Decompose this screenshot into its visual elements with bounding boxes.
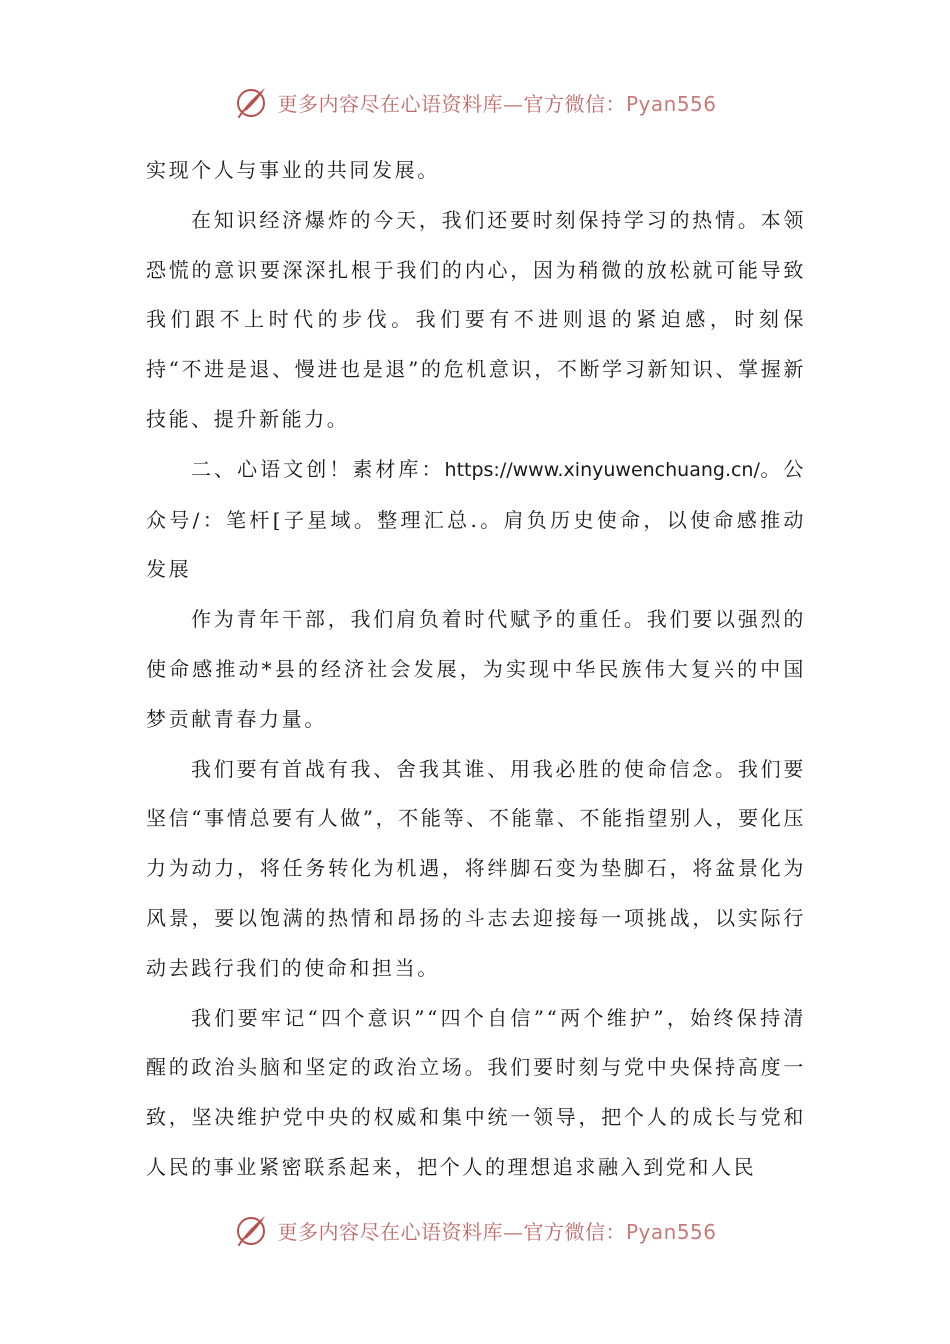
paragraph-1: 实现个人与事业的共同发展。 <box>146 158 440 182</box>
paragraph-3-heading <box>146 445 806 595</box>
footer-banner-content <box>233 1211 716 1249</box>
paragraph-6: 我们要牢记“四个意识”“四个自信”“两个维护”，始终保持清醒的政治头脑和坚定的政治立场。我们要时刻与党中央保持高度一致，坚决维护党中央的权威和集中统一领导，把个人的成长与党和人民的事业紧密联系起来，把个人的理想追求融入到党和人民 <box>146 1005 806 1179</box>
document-body <box>146 146 806 1193</box>
paragraph-5: 我们要有首战有我、舍我其谁、用我必胜的使命信念。我们要坚信“事情总要有人做”，不能等、不能靠、不能指望别人，要化压力为动力，将任务转化为机遇，将绊脚石变为垫脚石，将盆景化为风景，要以饱满的热情和昂扬的斗志去迎接每一项挑战，以实际行动去践行我们的使命和担当。 <box>146 756 806 980</box>
website-link[interactable]: https://www.xinyuwenchuang.cn/ <box>444 458 760 481</box>
heading-suffix: 。公众号/：笔杆[子星域。整理汇总.。肩负历史使命，以使命感推动发展 <box>146 456 806 582</box>
header-wechat-id: Pyan556 <box>625 91 717 116</box>
paragraph-2: 在知识经济爆炸的今天，我们还要时刻保持学习的热情。本领恐慌的意识要深深扎根于我们的内心，因为稍微的放松就可能导致我们跟不上时代的步伐。我们要有不进则退的紧迫感，时刻保持“不进是退、慢进也是退”的危机意识，不断学习新知识、掌握新技能、提升新能力。 <box>146 207 806 431</box>
header-banner-text: 更多内容尽在心语资料库—官方微信：Pyan556 <box>277 91 717 116</box>
footer-wechat-id: Pyan556 <box>625 1219 717 1244</box>
header-banner <box>0 82 950 122</box>
heading-prefix: 二、心语文创！素材库： <box>191 456 445 481</box>
paragraph-4: 作为青年干部，我们肩负着时代赋予的重任。我们要以强烈的使命感推动*县的经济社会发展，为实现中华民族伟大复兴的中国梦贡献青春力量。 <box>146 607 806 731</box>
footer-banner-text: 更多内容尽在心语资料库—官方微信：Pyan556 <box>277 1219 717 1244</box>
footer-banner <box>0 1210 950 1250</box>
quill-logo-icon <box>233 83 271 121</box>
quill-logo-icon <box>233 1211 271 1249</box>
header-banner-content <box>233 83 716 121</box>
